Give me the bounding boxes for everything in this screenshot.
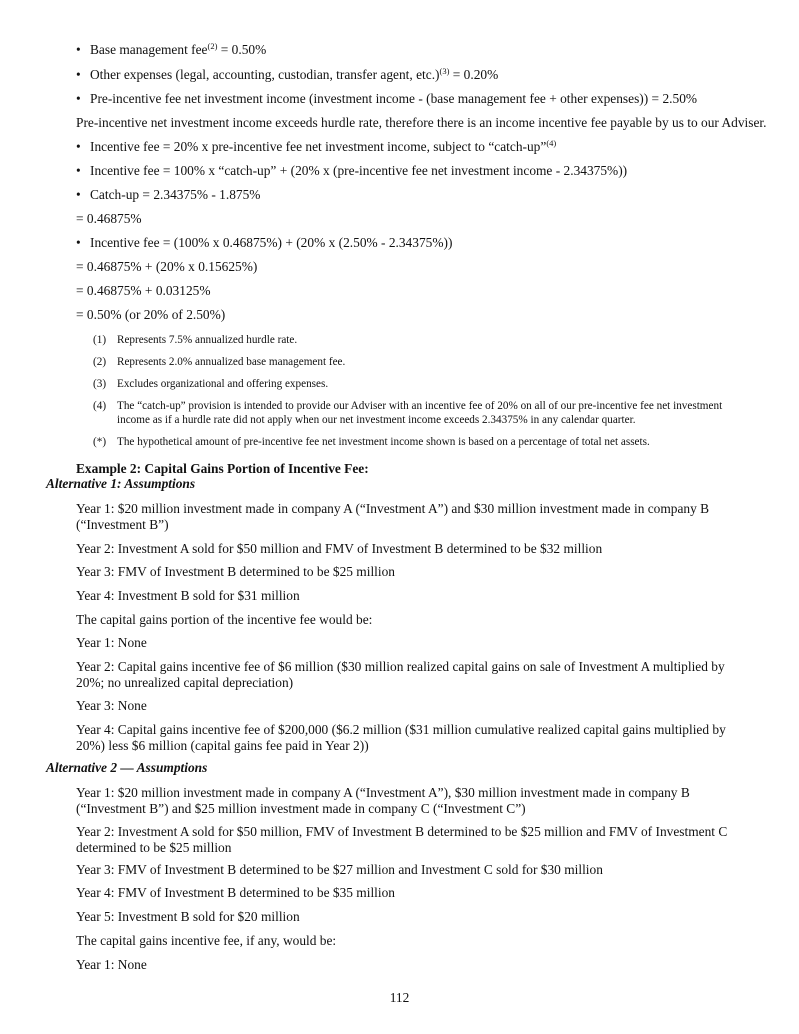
footnote-number: (*) xyxy=(93,436,107,448)
bullet-text: Base management fee xyxy=(90,42,208,57)
bullet-base-management-fee xyxy=(76,42,266,58)
bullet-value: = 0.50% xyxy=(217,42,267,57)
footnote-number: (4) xyxy=(93,400,107,412)
bullet-dot: • xyxy=(76,139,81,154)
alt1-assumption-year-2: Year 2: Investment A sold for $50 million and FMV of Investment B determined to be $32 million xyxy=(76,541,603,556)
calc-bullet-3 xyxy=(76,187,260,203)
example-2-heading: Example 2: Capital Gains Portion of Incentive Fee: xyxy=(76,461,369,476)
alt1-assumption-year-4: Year 4: Investment B sold for $31 million xyxy=(76,588,300,603)
alternative-1-heading: Alternative 1: Assumptions xyxy=(46,476,196,491)
footnote-text: The hypothetical amount of pre-incentive fee net investment income shown is based on a percentage of total net assets. xyxy=(117,436,650,448)
footnote-text: Represents 2.0% annualized base management fee. xyxy=(117,356,346,368)
alt1-result-year-2: Year 2: Capital gains incentive fee of $6 million ($30 million realized capital gains on sale of Investment A multiplied by 20%; no unrealized capital depreciation) xyxy=(76,659,725,690)
alt2-assumption-year-2: Year 2: Investment A sold for $50 million, FMV of Investment B determined to be $25 million and FMV of Investment C determined to be $25 million xyxy=(76,824,728,855)
bullet-text: Other expenses (legal, accounting, custodian, transfer agent, etc.) xyxy=(90,67,440,82)
bullet-text: Incentive fee = 20% x pre-incentive fee net investment income, subject to “catch-up” xyxy=(90,139,547,154)
alternative-2-heading: Alternative 2 — Assumptions xyxy=(46,760,208,775)
footnote-number: (1) xyxy=(93,334,107,346)
calc-bullet-1 xyxy=(76,139,556,155)
bullet-text: Incentive fee = (100% x 0.46875%) + (20% x (2.50% - 2.34375%)) xyxy=(90,235,453,250)
footnote-2 xyxy=(93,355,345,369)
footnote-3 xyxy=(93,377,328,391)
bullet-dot: • xyxy=(76,67,81,82)
alt1-result-year-1: Year 1: None xyxy=(76,635,147,650)
alt2-assumption-year-4: Year 4: FMV of Investment B determined to be $35 million xyxy=(76,885,395,900)
alt1-intro: The capital gains portion of the incentive fee would be: xyxy=(76,612,373,627)
bullet-other-expenses xyxy=(76,67,498,83)
footnote-ref: (3) xyxy=(439,66,450,76)
bullet-text: Pre-incentive fee net investment income (investment income - (base management fee + other expenses)) = 2.50% xyxy=(90,91,698,106)
alt2-intro: The capital gains incentive fee, if any, would be: xyxy=(76,933,337,948)
footnote-text: Represents 7.5% annualized hurdle rate. xyxy=(117,334,298,346)
calc-eq-3: = 0.46875% + 0.03125% xyxy=(76,283,211,298)
footnote-text: Excludes organizational and offering expenses. xyxy=(117,378,329,390)
alt1-result-year-3: Year 3: None xyxy=(76,698,147,713)
bullet-text: Catch-up = 2.34375% - 1.875% xyxy=(90,187,261,202)
hurdle-statement: Pre-incentive net investment income exceeds hurdle rate, therefore there is an income incentive fee payable by us to our Adviser. xyxy=(76,115,767,130)
calc-bullet-4 xyxy=(76,235,452,251)
bullet-dot: • xyxy=(76,163,81,178)
footnote-number: (3) xyxy=(93,378,107,390)
alt2-assumption-year-3: Year 3: FMV of Investment B determined to be $27 million and Investment C sold for $30 million xyxy=(76,862,603,877)
footnote-ref: (4) xyxy=(546,138,557,148)
bullet-dot: • xyxy=(76,42,81,57)
footnote-text: The “catch-up” provision is intended to provide our Adviser with an incentive fee of 20% on all of our pre-incentive fee net investment income as if a hurdle rate did not apply when our net investment income exceeds 2.34375% in any calendar quarter. xyxy=(117,400,723,426)
footnote-number: (2) xyxy=(93,356,107,368)
alt2-result-year-1: Year 1: None xyxy=(76,957,147,972)
calc-eq-1: = 0.46875% xyxy=(76,211,142,226)
bullet-dot: • xyxy=(76,187,81,202)
alt1-result-year-4: Year 4: Capital gains incentive fee of $200,000 ($6.2 million ($31 million cumulative realized capital gains multiplied by 20%) less $6 million (capital gains fee paid in Year 2)) xyxy=(76,722,726,753)
bullet-pre-incentive-income xyxy=(76,91,697,107)
alt2-assumption-year-5: Year 5: Investment B sold for $20 million xyxy=(76,909,300,924)
footnote-ref: (2) xyxy=(207,41,218,51)
bullet-dot: • xyxy=(76,91,81,106)
page-number: 112 xyxy=(389,990,410,1005)
footnote-asterisk xyxy=(93,435,650,449)
calc-bullet-2 xyxy=(76,163,627,179)
alt2-assumption-year-1: Year 1: $20 million investment made in company A (“Investment A”), $30 million investment made in company B (“Investment B”) and $25 million investment made in company C (“Investment C”) xyxy=(76,785,690,816)
bullet-text: Incentive fee = 100% x “catch-up” + (20% x (pre-incentive fee net investment income - 2.34375%)) xyxy=(90,163,628,178)
footnote-4 xyxy=(93,399,757,426)
alt1-assumption-year-1: Year 1: $20 million investment made in company A (“Investment A”) and $30 million investment made in company B (“Investment B”) xyxy=(76,501,710,532)
footnote-1 xyxy=(93,333,297,347)
alt1-assumption-year-3: Year 3: FMV of Investment B determined to be $25 million xyxy=(76,564,395,579)
bullet-value: = 0.20% xyxy=(449,67,499,82)
calc-eq-2: = 0.46875% + (20% x 0.15625%) xyxy=(76,259,258,274)
calc-eq-4: = 0.50% (or 20% of 2.50%) xyxy=(76,307,226,322)
bullet-dot: • xyxy=(76,235,81,250)
